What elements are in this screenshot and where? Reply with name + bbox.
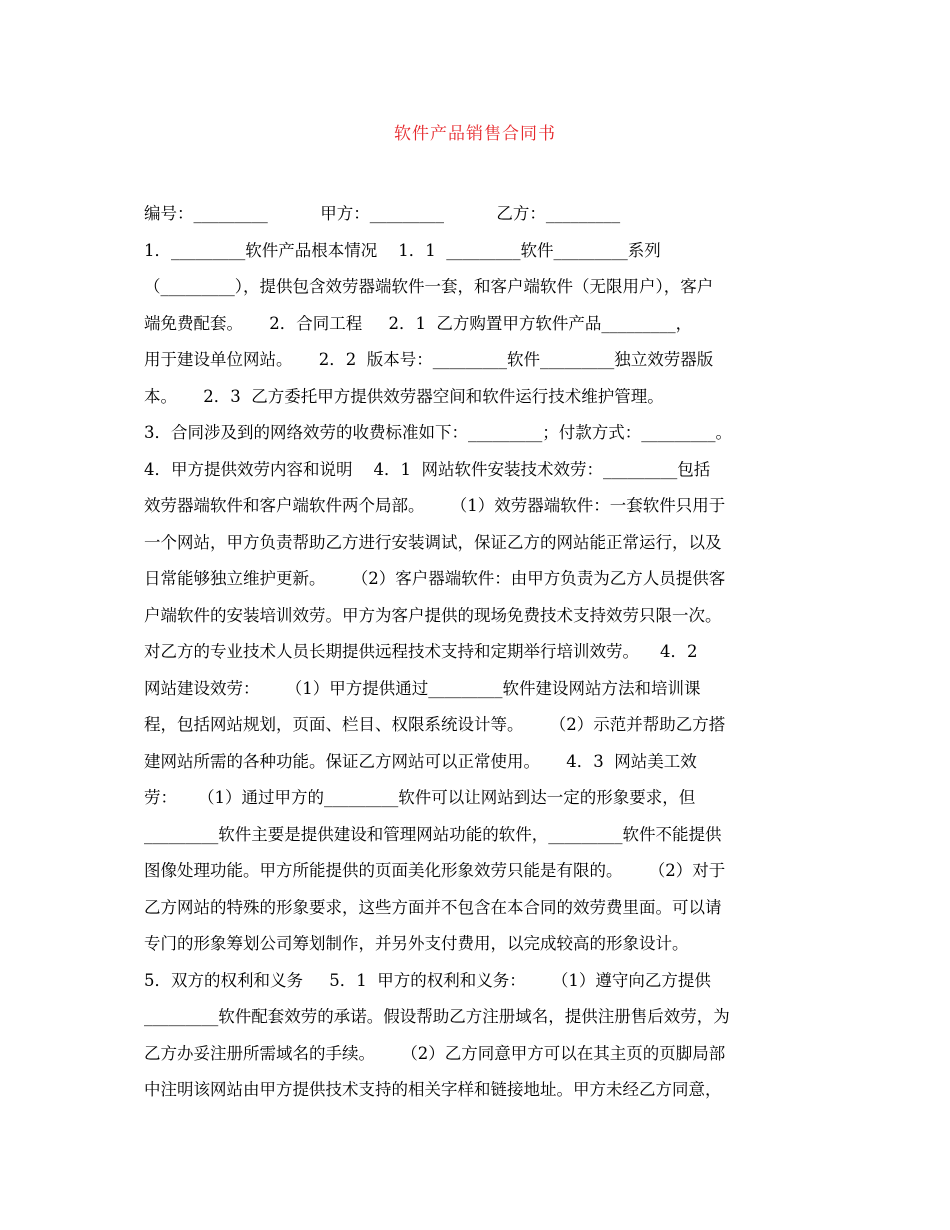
text-line: 中注明该网站由甲方提供技术支持的相关字样和链接地址。甲方未经乙方同意， xyxy=(144,1080,722,1099)
text-line: 劳： （1）通过甲方的_________软件可以让网站到达一定的形象要求，但 xyxy=(144,788,696,807)
text-line: _________软件主要是提供建设和管理网站功能的软件，_________软件不能提供 xyxy=(144,824,722,844)
text-line: 专门的形象筹划公司筹划制作，并另外支付费用，以完成较高的形象设计。 xyxy=(144,934,689,953)
text-line: 网站建设效劳： （1）甲方提供通过_________软件建设网站方法和培训课 xyxy=(144,678,701,698)
contract-body xyxy=(144,196,810,1109)
text-line: 图像处理功能。甲方所能提供的页面美化形象效劳只能是有限的。 （2）对于 xyxy=(144,861,726,880)
text-line: _________软件配套效劳的承诺。假设帮助乙方注册域名，提供注册售后效劳，为 xyxy=(144,1007,730,1026)
text-line: 户端软件的安装培训效劳。甲方为客户提供的现场免费技术支持效劳只限一次。 xyxy=(144,605,722,625)
text-line: （_________），提供包含效劳器端软件一套，和客户端软件（无限用户），客户 xyxy=(144,277,714,296)
text-line: 1．_________软件产品根本情况 1．1 _________软件_________系列 xyxy=(144,240,661,260)
text-line: 对乙方的专业技术人员长期提供远程技术支持和定期举行培训效劳。 4．2 xyxy=(144,642,698,661)
text-line: 程，包括网站规划，页面、栏目、权限系统设计等。 （2）示范并帮助乙方搭 xyxy=(144,715,726,734)
document-title: 软件产品销售合同书 xyxy=(394,124,556,144)
text-line: 建网站所需的各种功能。保证乙方网站可以正常使用。 4．3 网站美工效 xyxy=(144,751,697,771)
text-line: 乙方办妥注册所需域名的手续。 （2）乙方同意甲方可以在其主页的页脚局部 xyxy=(144,1043,726,1063)
text-line: 一个网站，甲方负责帮助乙方进行安装调试，保证乙方的网站能正常运行，以及 xyxy=(144,532,722,552)
text-line: 端免费配套。 2．合同工程 2．1 乙方购置甲方软件产品_________， xyxy=(144,313,693,333)
text-line: 5．双方的权利和义务 5．1 甲方的权利和义务： （1）遵守向乙方提供 xyxy=(144,970,711,990)
text-line: 本。 2．3 乙方委托甲方提供效劳器空间和软件运行技术维护管理。 xyxy=(144,386,664,406)
text-line: 日常能够独立维护更新。 （2）客户器端软件：由甲方负责为乙方人员提供客 xyxy=(144,569,726,588)
text-line: 4．甲方提供效劳内容和说明 4．1 网站软件安装技术效劳：_________包括 xyxy=(144,459,711,479)
text-line: 效劳器端软件和客户端软件两个局部。 （1）效劳器端软件：一套软件只用于 xyxy=(144,496,726,515)
text-line: 编号：_________ 甲方：_________ 乙方：_________ xyxy=(144,204,621,223)
text-line: 3．合同涉及到的网络效劳的收费标准如下：_________；付款方式：_________。 xyxy=(144,423,732,442)
text-line: 乙方网站的特殊的形象要求，这些方面并不包含在本合同的效劳费里面。可以请 xyxy=(144,897,722,917)
text-line: 用于建设单位网站。 2．2 版本号：_________软件_________独立效劳器版 xyxy=(144,350,714,369)
